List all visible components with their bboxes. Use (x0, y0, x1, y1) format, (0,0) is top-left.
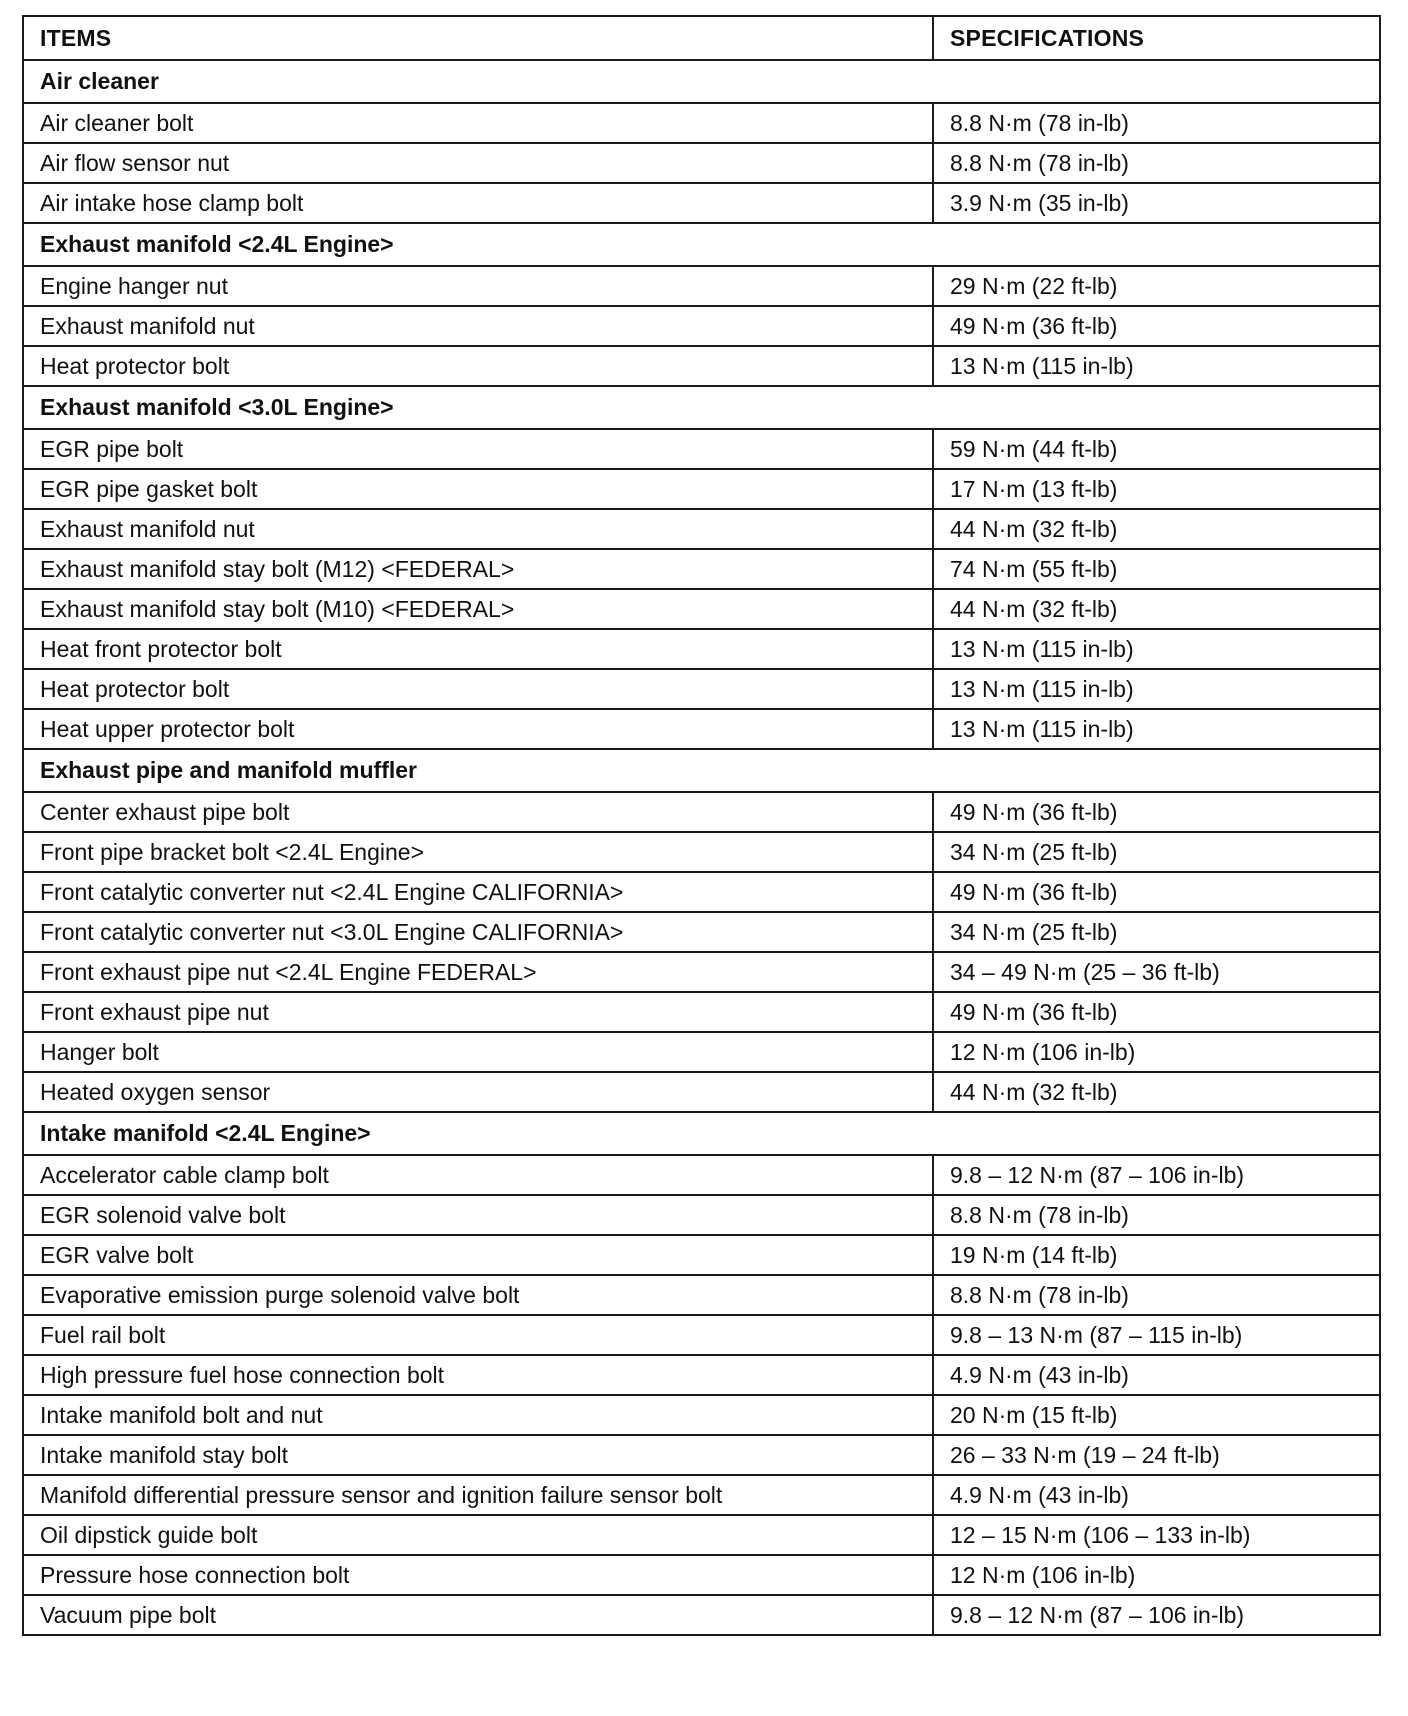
spec-cell: 13 N·m (115 in-lb) (933, 629, 1380, 669)
section-title: Exhaust manifold <2.4L Engine> (23, 223, 1380, 266)
item-cell: High pressure fuel hose connection bolt (23, 1355, 933, 1395)
table-row (23, 1275, 1380, 1315)
item-cell: Front pipe bracket bolt <2.4L Engine> (23, 832, 933, 872)
item-cell: Hanger bolt (23, 1032, 933, 1072)
spec-cell: 49 N·m (36 ft-lb) (933, 306, 1380, 346)
table-row (23, 1435, 1380, 1475)
item-cell: Fuel rail bolt (23, 1315, 933, 1355)
spec-cell: 49 N·m (36 ft-lb) (933, 992, 1380, 1032)
spec-cell: 8.8 N·m (78 in-lb) (933, 1195, 1380, 1235)
item-cell: Heat upper protector bolt (23, 709, 933, 749)
spec-cell: 34 N·m (25 ft-lb) (933, 832, 1380, 872)
spec-cell: 12 N·m (106 in-lb) (933, 1032, 1380, 1072)
section-row (23, 1112, 1380, 1155)
item-cell: Front exhaust pipe nut (23, 992, 933, 1032)
torque-spec-table (22, 15, 1381, 1636)
table-row (23, 832, 1380, 872)
spec-cell: 9.8 – 12 N·m (87 – 106 in-lb) (933, 1155, 1380, 1195)
item-cell: Center exhaust pipe bolt (23, 792, 933, 832)
table-row (23, 429, 1380, 469)
spec-cell: 4.9 N·m (43 in-lb) (933, 1475, 1380, 1515)
header-row (23, 16, 1380, 60)
table-row (23, 509, 1380, 549)
spec-cell: 74 N·m (55 ft-lb) (933, 549, 1380, 589)
spec-cell: 4.9 N·m (43 in-lb) (933, 1355, 1380, 1395)
table-body (23, 60, 1380, 1635)
spec-cell: 12 N·m (106 in-lb) (933, 1555, 1380, 1595)
item-cell: Pressure hose connection bolt (23, 1555, 933, 1595)
item-cell: Air flow sensor nut (23, 143, 933, 183)
table-row (23, 1155, 1380, 1195)
table-row (23, 1395, 1380, 1435)
table-row (23, 1072, 1380, 1112)
spec-cell: 34 N·m (25 ft-lb) (933, 912, 1380, 952)
spec-cell: 34 – 49 N·m (25 – 36 ft-lb) (933, 952, 1380, 992)
table-row (23, 1355, 1380, 1395)
table-row (23, 629, 1380, 669)
table-row (23, 306, 1380, 346)
spec-cell: 9.8 – 12 N·m (87 – 106 in-lb) (933, 1595, 1380, 1635)
item-cell: EGR valve bolt (23, 1235, 933, 1275)
table-row (23, 183, 1380, 223)
section-title: Intake manifold <2.4L Engine> (23, 1112, 1380, 1155)
table-row (23, 669, 1380, 709)
spec-cell: 8.8 N·m (78 in-lb) (933, 103, 1380, 143)
spec-cell: 44 N·m (32 ft-lb) (933, 1072, 1380, 1112)
section-row (23, 60, 1380, 103)
section-title: Exhaust manifold <3.0L Engine> (23, 386, 1380, 429)
item-cell: Exhaust manifold stay bolt (M12) <FEDERAL> (23, 549, 933, 589)
table-row (23, 1195, 1380, 1235)
spec-cell: 29 N·m (22 ft-lb) (933, 266, 1380, 306)
table-row (23, 992, 1380, 1032)
table-row (23, 1032, 1380, 1072)
spec-cell: 49 N·m (36 ft-lb) (933, 872, 1380, 912)
spec-cell: 8.8 N·m (78 in-lb) (933, 1275, 1380, 1315)
spec-cell: 44 N·m (32 ft-lb) (933, 589, 1380, 629)
item-cell: Exhaust manifold stay bolt (M10) <FEDERAL> (23, 589, 933, 629)
item-cell: Intake manifold bolt and nut (23, 1395, 933, 1435)
spec-cell: 49 N·m (36 ft-lb) (933, 792, 1380, 832)
item-cell: Heated oxygen sensor (23, 1072, 933, 1112)
spec-cell: 13 N·m (115 in-lb) (933, 709, 1380, 749)
item-cell: Air cleaner bolt (23, 103, 933, 143)
table-row (23, 952, 1380, 992)
item-cell: EGR pipe bolt (23, 429, 933, 469)
section-row (23, 223, 1380, 266)
item-cell: Air intake hose clamp bolt (23, 183, 933, 223)
spec-cell: 59 N·m (44 ft-lb) (933, 429, 1380, 469)
item-cell: Manifold differential pressure sensor and ignition failure sensor bolt (23, 1475, 933, 1515)
spec-cell: 19 N·m (14 ft-lb) (933, 1235, 1380, 1275)
table-row (23, 549, 1380, 589)
item-cell: Front exhaust pipe nut <2.4L Engine FEDERAL> (23, 952, 933, 992)
item-cell: Exhaust manifold nut (23, 306, 933, 346)
table-row (23, 1235, 1380, 1275)
item-cell: Heat front protector bolt (23, 629, 933, 669)
spec-cell: 20 N·m (15 ft-lb) (933, 1395, 1380, 1435)
table-row (23, 792, 1380, 832)
table-row (23, 872, 1380, 912)
spec-cell: 3.9 N·m (35 in-lb) (933, 183, 1380, 223)
table-row (23, 912, 1380, 952)
table-row (23, 346, 1380, 386)
spec-cell: 17 N·m (13 ft-lb) (933, 469, 1380, 509)
specifications-column-header: SPECIFICATIONS (933, 16, 1380, 60)
table-header (23, 16, 1380, 60)
item-cell: Exhaust manifold nut (23, 509, 933, 549)
table-row (23, 1515, 1380, 1555)
item-cell: Front catalytic converter nut <2.4L Engine CALIFORNIA> (23, 872, 933, 912)
table-row (23, 1475, 1380, 1515)
items-column-header: ITEMS (23, 16, 933, 60)
item-cell: Front catalytic converter nut <3.0L Engine CALIFORNIA> (23, 912, 933, 952)
item-cell: Heat protector bolt (23, 669, 933, 709)
item-cell: Engine hanger nut (23, 266, 933, 306)
table-row (23, 266, 1380, 306)
item-cell: Intake manifold stay bolt (23, 1435, 933, 1475)
spec-cell: 44 N·m (32 ft-lb) (933, 509, 1380, 549)
item-cell: EGR pipe gasket bolt (23, 469, 933, 509)
section-row (23, 749, 1380, 792)
spec-cell: 13 N·m (115 in-lb) (933, 346, 1380, 386)
item-cell: Vacuum pipe bolt (23, 1595, 933, 1635)
table-row (23, 1595, 1380, 1635)
table-row (23, 589, 1380, 629)
table-row (23, 709, 1380, 749)
item-cell: Accelerator cable clamp bolt (23, 1155, 933, 1195)
table-row (23, 143, 1380, 183)
section-row (23, 386, 1380, 429)
item-cell: Heat protector bolt (23, 346, 933, 386)
spec-cell: 8.8 N·m (78 in-lb) (933, 143, 1380, 183)
spec-cell: 9.8 – 13 N·m (87 – 115 in-lb) (933, 1315, 1380, 1355)
section-title: Air cleaner (23, 60, 1380, 103)
table-row (23, 1315, 1380, 1355)
table-row (23, 1555, 1380, 1595)
section-title: Exhaust pipe and manifold muffler (23, 749, 1380, 792)
item-cell: EGR solenoid valve bolt (23, 1195, 933, 1235)
spec-cell: 26 – 33 N·m (19 – 24 ft-lb) (933, 1435, 1380, 1475)
item-cell: Evaporative emission purge solenoid valve bolt (23, 1275, 933, 1315)
item-cell: Oil dipstick guide bolt (23, 1515, 933, 1555)
spec-cell: 13 N·m (115 in-lb) (933, 669, 1380, 709)
spec-cell: 12 – 15 N·m (106 – 133 in-lb) (933, 1515, 1380, 1555)
table-row (23, 469, 1380, 509)
table-row (23, 103, 1380, 143)
